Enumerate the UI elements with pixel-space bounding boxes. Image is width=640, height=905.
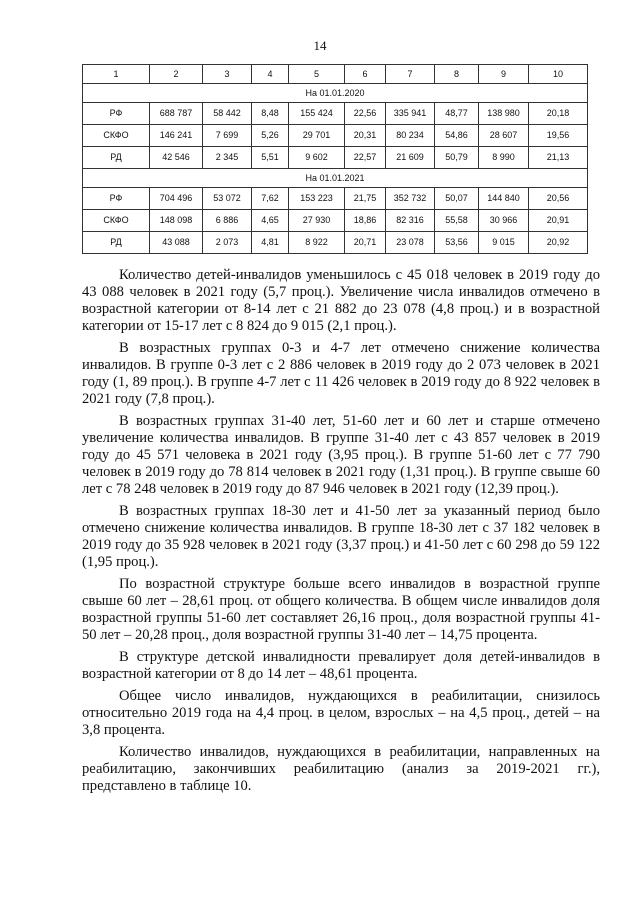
table-cell: 20,91 [529,210,588,232]
paragraph: В возрастных группах 0-3 и 4-7 лет отмечено снижение количества инвалидов. В группе 0-3 лет с 2 886 человек в 2019 году до 2 073 человек в 2021 году (1, 89 проц.). В группе 4-7 лет с 11 426 человек в 2019 году до 8 922 человек в 2021 году (7,8 проц.). [82,340,600,407]
table-header-cell: 10 [529,65,588,84]
table-row [83,232,588,254]
paragraph: В структуре детской инвалидности превалирует доля детей-инвалидов в возрастной категории от 8 до 14 лет – 48,61 процента. [82,649,600,682]
table-header-cell: 4 [252,65,289,84]
table-cell: 21,75 [345,188,386,210]
table-cell: 30 966 [479,210,529,232]
table-cell: 5,26 [252,125,289,147]
table-cell: 20,18 [529,103,588,125]
table-cell: 80 234 [386,125,435,147]
paragraph: Общее число инвалидов, нуждающихся в реабилитации, снизилось относительно 2019 года на 4,4 проц. в целом, взрослых – на 4,5 проц., детей – на 3,8 процента. [82,688,600,738]
table-cell: 58 442 [203,103,252,125]
table-section-row [83,169,588,188]
table-header-cell: 6 [345,65,386,84]
table-cell: 48,77 [435,103,479,125]
table-cell: 55,58 [435,210,479,232]
table-header-cell: 5 [289,65,345,84]
table-cell: 20,71 [345,232,386,254]
table-cell: 19,56 [529,125,588,147]
table-cell: 20,31 [345,125,386,147]
table-cell: 28 607 [479,125,529,147]
table-cell: 7,62 [252,188,289,210]
table-cell: 20,56 [529,188,588,210]
table-cell: 144 840 [479,188,529,210]
body-text [82,267,600,800]
statistics-table [82,64,588,254]
table-cell: 146 241 [150,125,203,147]
table-cell: 8,48 [252,103,289,125]
table-cell: 704 496 [150,188,203,210]
table-header-cell: 2 [150,65,203,84]
table-header-row [83,65,588,84]
table-cell: 29 701 [289,125,345,147]
table-cell: 22,57 [345,147,386,169]
table-section-row [83,84,588,103]
table-header-cell: 9 [479,65,529,84]
region-cell: РД [83,232,150,254]
paragraph: Количество детей-инвалидов уменьшилось с 45 018 человек в 2019 году до 43 088 человек в 2021 году (5,7 проц.). Увеличение числа инвалидов отмечено в возрастной категории от 8-14 лет с 21 882 до 23 078 (4,8 проц.) и в возрастной категории от 15-17 лет с 8 824 до 9 015 (2,1 проц.). [82,267,600,334]
table-cell: 8 990 [479,147,529,169]
table-cell: 54,86 [435,125,479,147]
table-row [83,210,588,232]
table-cell: 688 787 [150,103,203,125]
table-cell: 23 078 [386,232,435,254]
table-cell: 9 602 [289,147,345,169]
table-cell: 82 316 [386,210,435,232]
table-cell: 42 546 [150,147,203,169]
paragraph: Количество инвалидов, нуждающихся в реабилитации, направленных на реабилитацию, закончивших реабилитацию (анализ за 2019-2021 гг.), представлено в таблице 10. [82,744,600,794]
table-cell: 50,79 [435,147,479,169]
table-cell: 21,13 [529,147,588,169]
table-header-cell: 1 [83,65,150,84]
table-cell: 138 980 [479,103,529,125]
table-cell: 335 941 [386,103,435,125]
paragraph: В возрастных группах 18-30 лет и 41-50 лет за указанный период было отмечено снижение количества инвалидов. В группе 18-30 лет с 37 182 человек в 2019 году до 35 928 человек в 2021 году (3,37 проц.) и 41-50 лет с 60 298 до 59 122 (1,95 проц.). [82,503,600,570]
region-cell: РД [83,147,150,169]
table-cell: 21 609 [386,147,435,169]
table-header-cell: 3 [203,65,252,84]
table-cell: 153 223 [289,188,345,210]
table-cell: 5,51 [252,147,289,169]
table-cell: 9 015 [479,232,529,254]
table-cell: 53 072 [203,188,252,210]
table-header-cell: 8 [435,65,479,84]
table-cell: 4,65 [252,210,289,232]
table-cell: 27 930 [289,210,345,232]
table-header-cell: 7 [386,65,435,84]
region-cell: РФ [83,103,150,125]
table-cell: 148 098 [150,210,203,232]
table-cell: 6 886 [203,210,252,232]
table-cell: 352 732 [386,188,435,210]
table-cell: 50,07 [435,188,479,210]
table-cell: 18,86 [345,210,386,232]
table-cell: 20,92 [529,232,588,254]
table-row [83,103,588,125]
region-cell: СКФО [83,210,150,232]
section-title: На 01.01.2021 [83,169,588,188]
table-cell: 4,81 [252,232,289,254]
paragraph: В возрастных группах 31-40 лет, 51-60 лет и 60 лет и старше отмечено увеличение количества инвалидов. В группе 31-40 лет с 43 857 человек в 2019 году до 45 571 человека в 2021 году (3,95 проц.). В группе 51-60 лет с 77 790 человек в 2019 году до 78 814 человек в 2021 году (1,31 проц.). В группе свыше 60 лет с 78 248 человек в 2019 году до 87 946 человек в 2021 году (12,39 проц.). [82,413,600,497]
table-cell: 155 424 [289,103,345,125]
table-row [83,188,588,210]
table-row [83,147,588,169]
page-number: 14 [313,38,327,53]
table-cell: 2 073 [203,232,252,254]
paragraph: По возрастной структуре больше всего инвалидов в возрастной группе свыше 60 лет – 28,61 проц. от общего количества. В общем числе инвалидов доля возрастной группы 51-60 лет составляет 26,16 проц., доля возрастной группы 41-50 лет – 20,28 проц., доля возрастной группы 31-40 лет – 14,75 процента. [82,576,600,643]
table-cell: 53,56 [435,232,479,254]
table-cell: 2 345 [203,147,252,169]
region-cell: РФ [83,188,150,210]
table-cell: 7 699 [203,125,252,147]
table-row [83,125,588,147]
table-cell: 43 088 [150,232,203,254]
region-cell: СКФО [83,125,150,147]
table-cell: 22,56 [345,103,386,125]
table-cell: 8 922 [289,232,345,254]
section-title: На 01.01.2020 [83,84,588,103]
